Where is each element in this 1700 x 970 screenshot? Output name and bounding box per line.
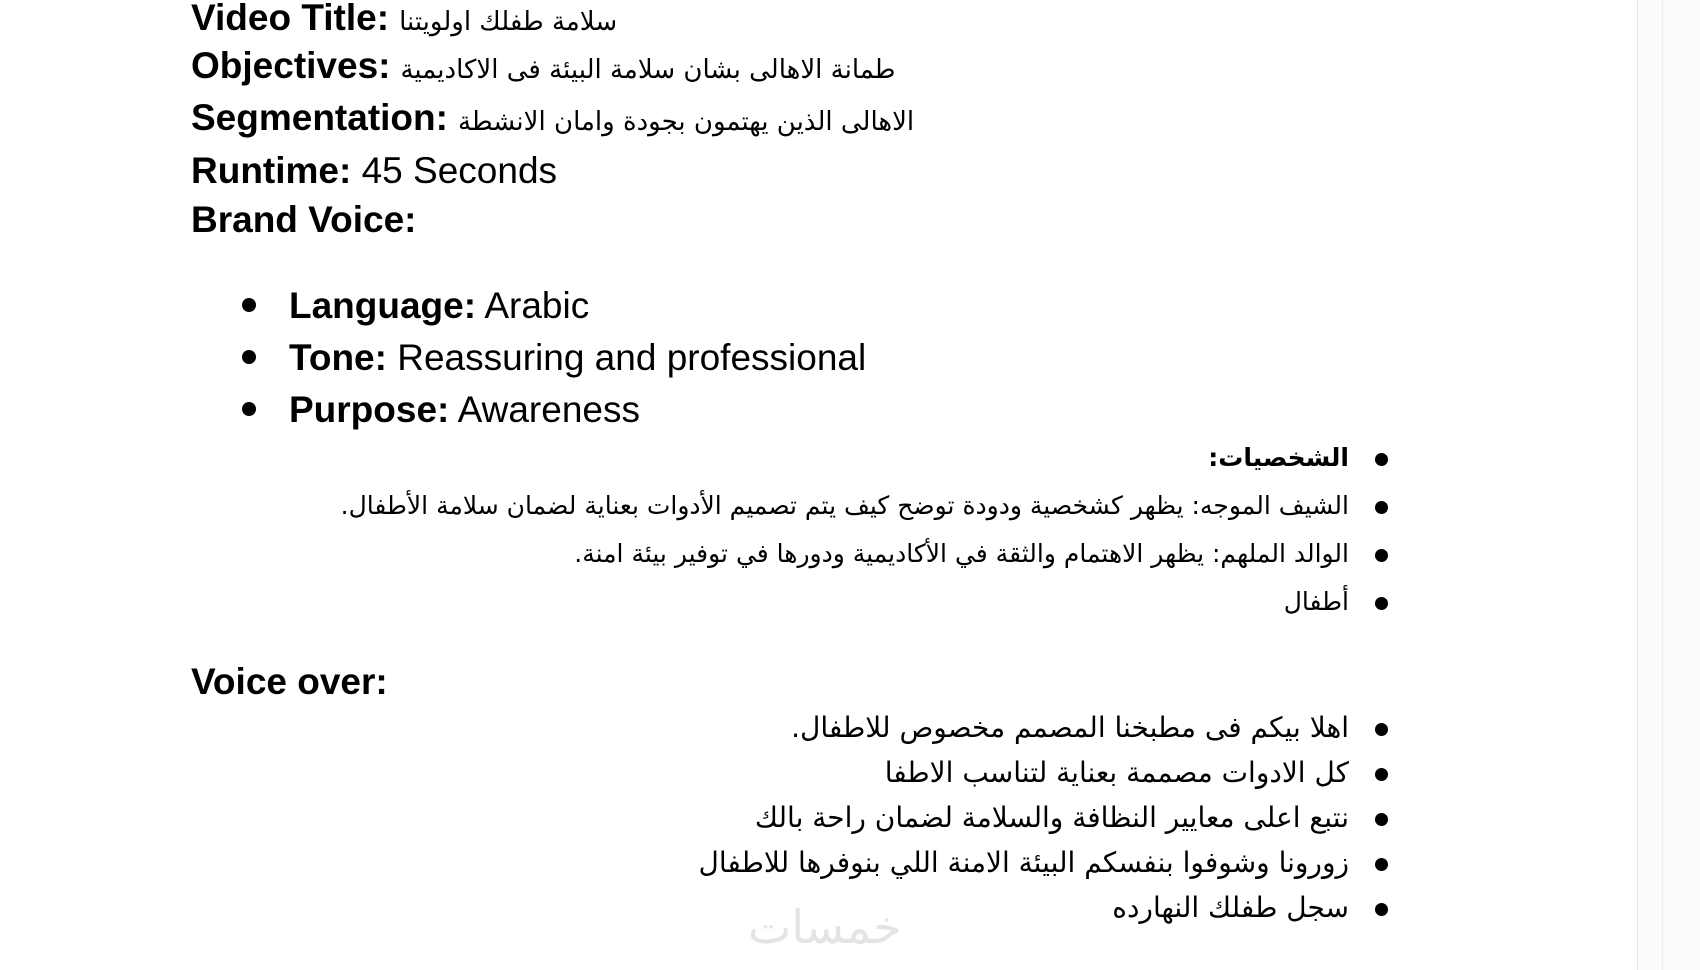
- character-text: الوالد الملهم: يظهر الاهتمام والثقة في الأكاديمية ودورها في توفير بيئة امنة.: [574, 539, 1349, 568]
- voice-over-line: [191, 660, 388, 704]
- voice-over-text: سجل طفلك النهارده: [1112, 891, 1349, 924]
- bullet-dot: [242, 402, 256, 416]
- list-item: [791, 707, 1388, 749]
- brand-voice-item-value: Arabic: [484, 285, 590, 326]
- list-item: [341, 486, 1388, 526]
- bullet-dot: [1375, 858, 1388, 871]
- brand-voice-item: [242, 336, 866, 380]
- bullet-dot: [1375, 453, 1388, 466]
- segmentation-line: [191, 96, 914, 144]
- list-item: [755, 797, 1388, 839]
- bullet-dot: [242, 298, 256, 312]
- voice-over-text: اهلا بيكم فى مطبخنا المصمم مخصوص للاطفال.: [791, 711, 1349, 744]
- brand-voice-item-value: Awareness: [457, 389, 640, 430]
- brand-voice-item: [242, 388, 640, 432]
- objectives-line: [191, 44, 896, 92]
- objectives-label: Objectives:: [191, 45, 391, 86]
- brand-voice-item-value: Reassuring and professional: [397, 337, 867, 378]
- list-item: [1284, 582, 1388, 622]
- runtime-label: Runtime:: [191, 150, 352, 191]
- characters-heading-text: الشخصيات:: [1208, 443, 1349, 472]
- bullet-dot: [1375, 768, 1388, 781]
- watermark-logo: خمسات: [748, 900, 902, 954]
- brand-voice-label: Brand Voice:: [191, 199, 417, 240]
- segmentation-label: Segmentation:: [191, 97, 448, 138]
- character-text: أطفال: [1283, 587, 1349, 616]
- list-item: [1112, 887, 1388, 929]
- objectives-value: طمانة الاهالى بشان سلامة البيئة فى الاكاديمية: [400, 55, 896, 85]
- voice-over-label: Voice over:: [191, 661, 388, 702]
- page-edge-scrollbar[interactable]: [1637, 0, 1700, 970]
- bullet-dot: [1375, 597, 1388, 610]
- brand-voice-item-label: Tone:: [289, 337, 387, 378]
- bullet-dot: [1375, 501, 1388, 514]
- edge-divider: [1662, 0, 1663, 970]
- video-title-line: [191, 0, 617, 44]
- brand-voice-item: [242, 284, 589, 328]
- bullet-dot: [1375, 723, 1388, 736]
- list-item: [885, 752, 1388, 794]
- brand-voice-item-label: Language:: [289, 285, 477, 326]
- video-title-label: Video Title:: [191, 0, 390, 38]
- video-title-value: سلامة طفلك اولويتنا: [399, 7, 618, 37]
- brand-voice-item-label: Purpose:: [289, 389, 450, 430]
- runtime-value: 45 Seconds: [361, 150, 558, 191]
- bullet-dot: [1375, 903, 1388, 916]
- voice-over-text: زورونا وشوفوا بنفسكم البيئة الامنة اللي بنوفرها للاطفال: [698, 846, 1349, 879]
- brand-voice-line: [191, 198, 416, 242]
- characters-heading: [1208, 438, 1388, 478]
- bullet-dot: [1375, 549, 1388, 562]
- runtime-line: [191, 149, 557, 193]
- segmentation-value: الاهالى الذين يهتمون بجودة وامان الانشطة: [457, 107, 915, 137]
- bullet-dot: [242, 350, 256, 364]
- voice-over-text: كل الادوات مصممة بعناية لتناسب الاطفا: [884, 756, 1349, 789]
- list-item: [699, 842, 1388, 884]
- list-item: [574, 534, 1388, 574]
- bullet-dot: [1375, 813, 1388, 826]
- voice-over-text: نتبع اعلى معايير النظافة والسلامة لضمان راحة بالك: [754, 801, 1349, 834]
- character-text: الشيف الموجه: يظهر كشخصية ودودة توضح كيف يتم تصميم الأدوات بعناية لضمان سلامة الأطفال.: [340, 491, 1349, 520]
